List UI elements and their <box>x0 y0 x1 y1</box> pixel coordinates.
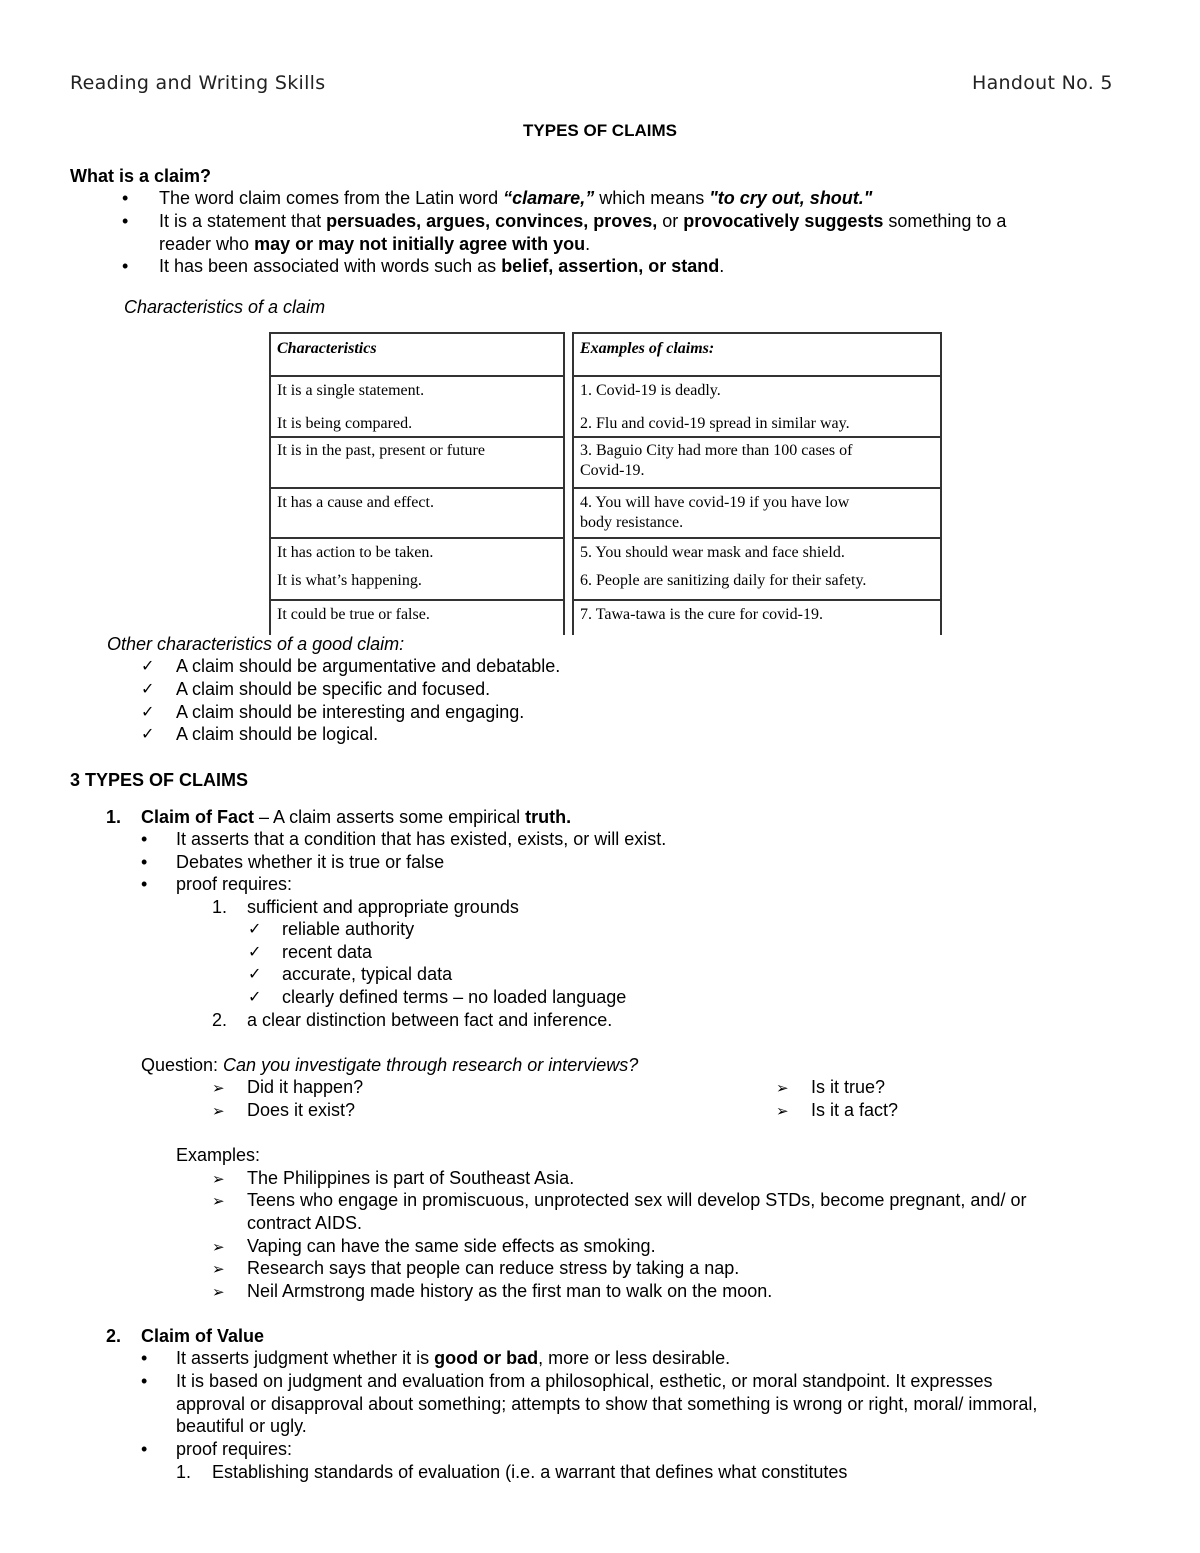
table-row <box>269 375 942 436</box>
cell-text: 2. Flu and covid-19 spread in similar way. <box>580 415 850 432</box>
what-is-heading: What is a claim? <box>70 166 212 186</box>
check-icon: ✓ <box>141 702 155 721</box>
what-is-bullet-2: It is a statement that persuades, argues, convinces, proves, or provocatively suggests something to a <box>159 211 1007 231</box>
cell-text: It is in the past, present or future <box>277 442 485 459</box>
table-header-right: Examples of claims: <box>572 332 942 375</box>
cell-text: It is being compared. <box>277 415 413 432</box>
list-item: It asserts that a condition that has existed, exists, or will exist. <box>176 829 667 849</box>
cell-text: 6. People are sanitizing daily for their safety. <box>580 572 867 589</box>
list-item: accurate, typical data <box>282 964 453 984</box>
cell-text: 5. You should wear mask and face shield. <box>580 544 845 561</box>
cell-text: Covid-19. <box>580 462 645 479</box>
cell-text: 4. You will have covid-19 if you have low <box>580 494 850 511</box>
list-item: Teens who engage in promiscuous, unprotected sex will develop STDs, become pregnant, and/ or <box>247 1190 1027 1210</box>
bullet-icon <box>141 1347 147 1369</box>
list-item: Debates whether it is true or false <box>176 852 445 872</box>
proof-2: a clear distinction between fact and inference. <box>247 1010 613 1030</box>
arrowhead-icon: ➢ <box>212 1260 225 1278</box>
list-item: A claim should be logical. <box>176 724 379 744</box>
list-item: It is based on judgment and evaluation from a philosophical, esthetic, or moral standpoint. It expresses <box>176 1371 993 1391</box>
list-item: A claim should be specific and focused. <box>176 679 491 699</box>
list-item: recent data <box>282 942 373 962</box>
arrowhead-icon: ➢ <box>212 1079 225 1097</box>
characteristics-table <box>262 332 949 635</box>
proof-1-number: 1. <box>212 897 228 917</box>
page-title: TYPES OF CLAIMS <box>523 121 677 140</box>
check-icon: ✓ <box>248 987 262 1006</box>
list-item: It asserts judgment whether it is good or bad, more or less desirable. <box>176 1348 731 1368</box>
header-left: Reading and Writing Skills <box>70 72 326 94</box>
arrowhead-icon: ➢ <box>212 1192 225 1210</box>
check-icon: ✓ <box>248 964 262 983</box>
list-item: approval or disapproval about something; attempts to show that something is wrong or right, moral/ immoral, <box>176 1394 1038 1414</box>
cell-text: 1. Covid-19 is deadly. <box>580 382 721 399</box>
fact-number: 1. <box>106 807 122 827</box>
list-item: clearly defined terms – no loaded language <box>282 987 627 1007</box>
arrowhead-icon: ➢ <box>776 1079 789 1097</box>
table-row <box>269 599 942 635</box>
characteristics-caption: Characteristics of a claim <box>124 297 326 317</box>
arrowhead-icon: ➢ <box>212 1238 225 1256</box>
types-heading: 3 TYPES OF CLAIMS <box>70 770 249 790</box>
list-item: Neil Armstrong made history as the first man to walk on the moon. <box>247 1281 773 1301</box>
list-item: proof requires: <box>176 1439 293 1459</box>
cell-text: 7. Tawa-tawa is the cure for covid-19. <box>580 606 823 623</box>
cell-text: It is what’s happening. <box>277 572 422 589</box>
examples-label: Examples: <box>176 1145 261 1165</box>
bullet-icon <box>122 210 128 232</box>
list-item: Vaping can have the same side effects as smoking. <box>247 1236 656 1256</box>
fact-heading: Claim of Fact – A claim asserts some empirical truth. <box>141 807 572 827</box>
cell-text: It could be true or false. <box>277 606 430 623</box>
list-item: Is it true? <box>811 1077 886 1097</box>
bullet-icon <box>141 1438 147 1460</box>
list-item: A claim should be interesting and engaging. <box>176 702 525 722</box>
value-proof-1: Establishing standards of evaluation (i.e. a warrant that defines what constitutes <box>212 1462 848 1482</box>
bullet-icon <box>141 828 147 850</box>
proof-2-number: 2. <box>212 1010 228 1030</box>
cell-text: It has a cause and effect. <box>277 494 434 511</box>
proof-1: sufficient and appropriate grounds <box>247 897 519 917</box>
check-icon: ✓ <box>248 919 262 938</box>
other-heading: Other characteristics of a good claim: <box>107 634 405 654</box>
cell-text: It has action to be taken. <box>277 544 434 561</box>
bullet-icon <box>122 187 128 209</box>
table-row <box>269 537 942 599</box>
table-header-left: Characteristics <box>269 332 565 375</box>
check-icon: ✓ <box>141 724 155 743</box>
list-item: beautiful or ugly. <box>176 1416 307 1436</box>
check-icon: ✓ <box>248 942 262 961</box>
list-item: A claim should be argumentative and debatable. <box>176 656 561 676</box>
arrowhead-icon: ➢ <box>212 1102 225 1120</box>
list-item: Research says that people can reduce stress by taking a nap. <box>247 1258 740 1278</box>
list-item: Is it a fact? <box>811 1100 899 1120</box>
what-is-bullet-3: It has been associated with words such as belief, assertion, or stand. <box>159 256 725 276</box>
value-proof-1-number: 1. <box>176 1462 192 1482</box>
check-icon: ✓ <box>141 679 155 698</box>
arrowhead-icon: ➢ <box>212 1170 225 1188</box>
arrowhead-icon: ➢ <box>212 1283 225 1301</box>
arrowhead-icon: ➢ <box>776 1102 789 1120</box>
table-row <box>269 487 942 537</box>
cell-text: It is a single statement. <box>277 382 425 399</box>
bullet-icon <box>122 255 128 277</box>
list-item: Does it exist? <box>247 1100 356 1120</box>
table-row <box>269 436 942 487</box>
what-is-bullet-2-cont: reader who may or may not initially agree with you. <box>159 234 591 254</box>
list-item: proof requires: <box>176 874 293 894</box>
cell-text: 3. Baguio City had more than 100 cases of <box>580 442 853 459</box>
bullet-icon <box>141 1370 147 1392</box>
bullet-icon <box>141 851 147 873</box>
cell-text: body resistance. <box>580 514 684 531</box>
list-item: contract AIDS. <box>247 1213 363 1233</box>
list-item: reliable authority <box>282 919 415 939</box>
value-number: 2. <box>106 1326 122 1346</box>
header-right: Handout No. 5 <box>972 72 1113 94</box>
list-item: The Philippines is part of Southeast Asia. <box>247 1168 575 1188</box>
check-icon: ✓ <box>141 656 155 675</box>
list-item: Did it happen? <box>247 1077 364 1097</box>
question: Question: Can you investigate through research or interviews? <box>141 1055 639 1075</box>
what-is-bullet-1: The word claim comes from the Latin word “clamare,” which means "to cry out, shout." <box>159 188 873 208</box>
bullet-icon <box>141 873 147 895</box>
value-heading: Claim of Value <box>141 1326 265 1346</box>
